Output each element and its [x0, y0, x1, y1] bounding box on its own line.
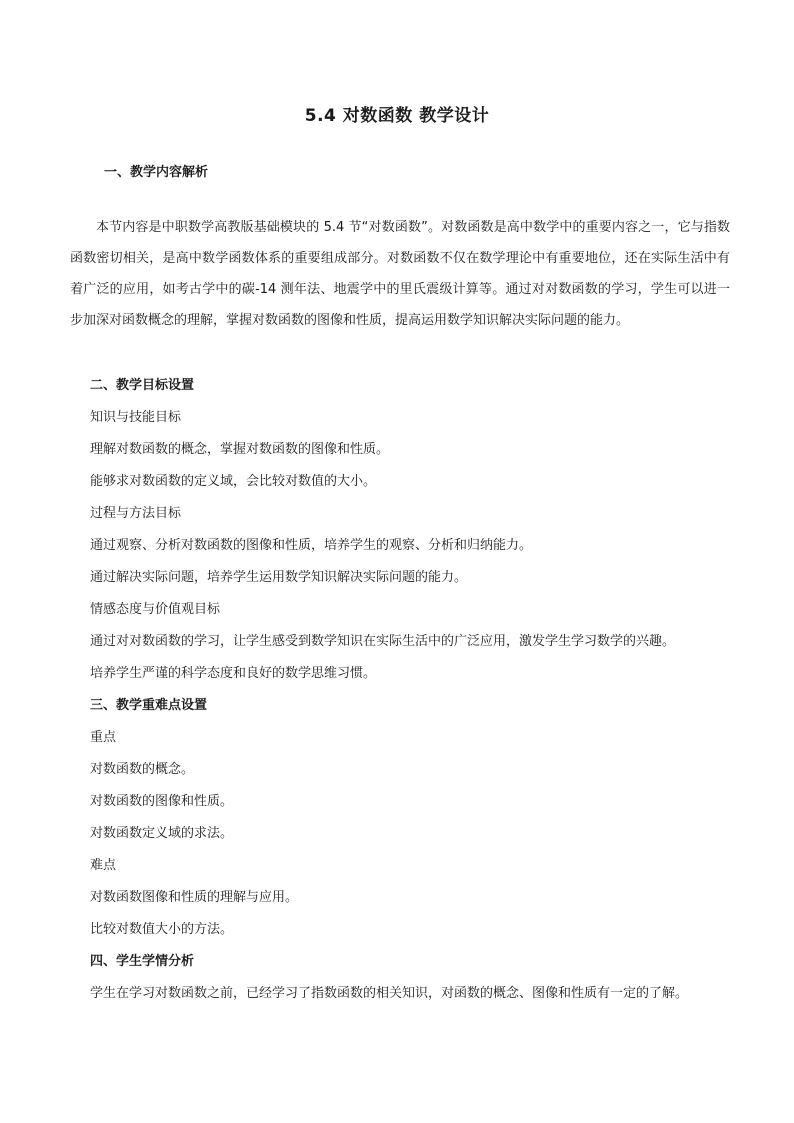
- section-heading-student-analysis: 四、学生学情分析: [90, 954, 195, 969]
- objective-subheading-attitude: 情感态度与价值观目标: [90, 602, 221, 617]
- objective-line: 理解对数函数的概念，掌握对数函数的图像和性质。: [90, 442, 390, 457]
- key-point-line: 对数函数定义域的求法。: [90, 826, 234, 841]
- key-points-subheading-difficulty: 难点: [90, 858, 117, 873]
- difficulty-line: 比较对数值大小的方法。: [90, 922, 234, 937]
- student-analysis-paragraph: 学生在学习对数函数之前，已经学习了指数函数的相关知识，对函数的概念、图像和性质有一定的了解。: [90, 986, 689, 1001]
- objective-line: 培养学生严谨的科学态度和良好的数学思维习惯。: [90, 666, 377, 681]
- objective-line: 通过解决实际问题，培养学生运用数学知识解决实际问题的能力。: [90, 570, 468, 585]
- objective-line: 通过观察、分析对数函数的图像和性质，培养学生的观察、分析和归纳能力。: [90, 538, 533, 553]
- section-heading-objectives: 二、教学目标设置: [90, 378, 195, 393]
- objective-subheading-knowledge: 知识与技能目标: [90, 410, 182, 425]
- objective-line: 能够求对数函数的定义域，会比较对数值的大小。: [90, 474, 377, 489]
- difficulty-line: 对数函数图像和性质的理解与应用。: [90, 890, 299, 905]
- objective-line: 通过对对数函数的学习，让学生感受到数学知识在实际生活中的广泛应用，激发学生学习数学的兴趣。: [90, 634, 676, 649]
- document-title: 5.4 对数函数 教学设计: [304, 106, 490, 126]
- section-heading-content-analysis: 一、教学内容解析: [104, 165, 209, 180]
- key-point-line: 对数函数的概念。: [90, 762, 195, 777]
- section-heading-key-points: 三、教学重难点设置: [90, 698, 208, 713]
- key-points-subheading-focus: 重点: [90, 730, 117, 745]
- objective-subheading-process: 过程与方法目标: [90, 506, 182, 521]
- key-point-line: 对数函数的图像和性质。: [90, 794, 234, 809]
- content-analysis-paragraph: 本节内容是中职数学高教版基础模块的 5.4 节“对数函数”。对数函数是高中数学中的重要内容之一，它与指数函数密切相关，是高中数学函数体系的重要组成部分。对数函数不仅在数学理论中有重要地位，还在实际生活中有着广泛的应用，如考古学中的碳-14 测年法、地震学中的里氏震级计算等。通过对对数函数的学习，学生可以进一步加深对函数概念的理解，掌握对数函数的图像和性质，提高运用数学知识解决实际问题的能力。: [70, 220, 730, 328]
